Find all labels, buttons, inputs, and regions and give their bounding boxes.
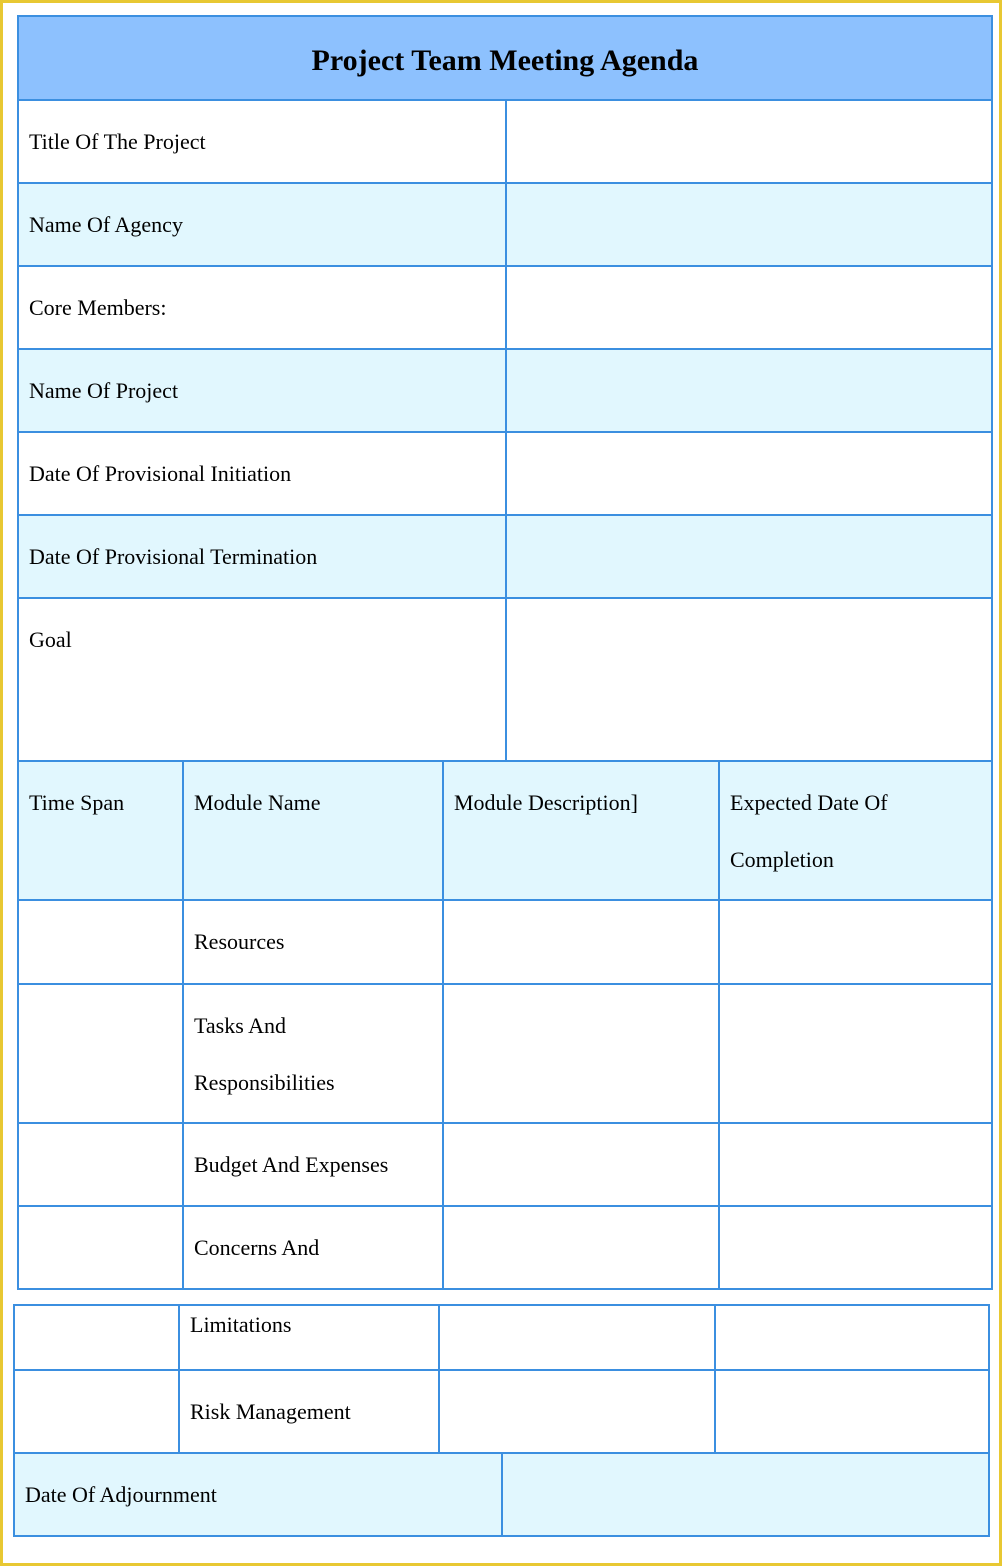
table-row-description[interactable] bbox=[438, 1369, 716, 1454]
field-initiation-date[interactable] bbox=[505, 431, 993, 516]
table-row-time-span[interactable] bbox=[13, 1369, 180, 1454]
table-row-description[interactable] bbox=[442, 1205, 720, 1290]
table-row-description[interactable] bbox=[442, 1122, 720, 1207]
table-row-time-span[interactable] bbox=[17, 983, 184, 1124]
table-row-description[interactable] bbox=[438, 1304, 716, 1371]
table-row-description[interactable] bbox=[442, 983, 720, 1124]
field-goal[interactable] bbox=[505, 597, 993, 762]
field-project-name[interactable] bbox=[505, 348, 993, 433]
field-project-title[interactable] bbox=[505, 99, 993, 184]
field-agency-name[interactable] bbox=[505, 182, 993, 267]
column-header-time-span: Time Span bbox=[17, 760, 184, 901]
table-row-description[interactable] bbox=[442, 899, 720, 985]
table-row-time-span[interactable] bbox=[17, 899, 184, 985]
column-header-module-name: Module Name bbox=[182, 760, 444, 901]
table-row-expected-date[interactable] bbox=[718, 899, 993, 985]
field-termination-date[interactable] bbox=[505, 514, 993, 599]
table-row-expected-date[interactable] bbox=[718, 1205, 993, 1290]
table-row-module-name: Budget And Expenses bbox=[182, 1122, 444, 1207]
table-row-module-name: Tasks And Responsibilities bbox=[182, 983, 444, 1124]
table-row-expected-date[interactable] bbox=[714, 1304, 990, 1371]
label-goal: Goal bbox=[17, 597, 507, 762]
field-adjournment-date[interactable] bbox=[501, 1452, 990, 1537]
label-project-name: Name Of Project bbox=[17, 348, 507, 433]
table-row-module-name: Limitations bbox=[178, 1304, 440, 1371]
table-row-expected-date[interactable] bbox=[718, 1122, 993, 1207]
table-row-time-span[interactable] bbox=[17, 1205, 184, 1290]
table-row-time-span[interactable] bbox=[17, 1122, 184, 1207]
label-termination-date: Date Of Provisional Termination bbox=[17, 514, 507, 599]
table-row-expected-date[interactable] bbox=[718, 983, 993, 1124]
table-row-module-name: Resources bbox=[182, 899, 444, 985]
label-core-members: Core Members: bbox=[17, 265, 507, 350]
label-project-title: Title Of The Project bbox=[17, 99, 507, 184]
table-row-module-name: Risk Management bbox=[178, 1369, 440, 1454]
column-header-module-description: Module Description] bbox=[442, 760, 720, 901]
label-adjournment-date: Date Of Adjournment bbox=[13, 1452, 503, 1537]
table-row-expected-date[interactable] bbox=[714, 1369, 990, 1454]
table-row-module-name: Concerns And bbox=[182, 1205, 444, 1290]
column-header-expected-date: Expected Date Of Completion bbox=[718, 760, 993, 901]
field-core-members[interactable] bbox=[505, 265, 993, 350]
form-title: Project Team Meeting Agenda bbox=[17, 15, 993, 101]
label-agency-name: Name Of Agency bbox=[17, 182, 507, 267]
label-initiation-date: Date Of Provisional Initiation bbox=[17, 431, 507, 516]
table-row-time-span[interactable] bbox=[13, 1304, 180, 1371]
